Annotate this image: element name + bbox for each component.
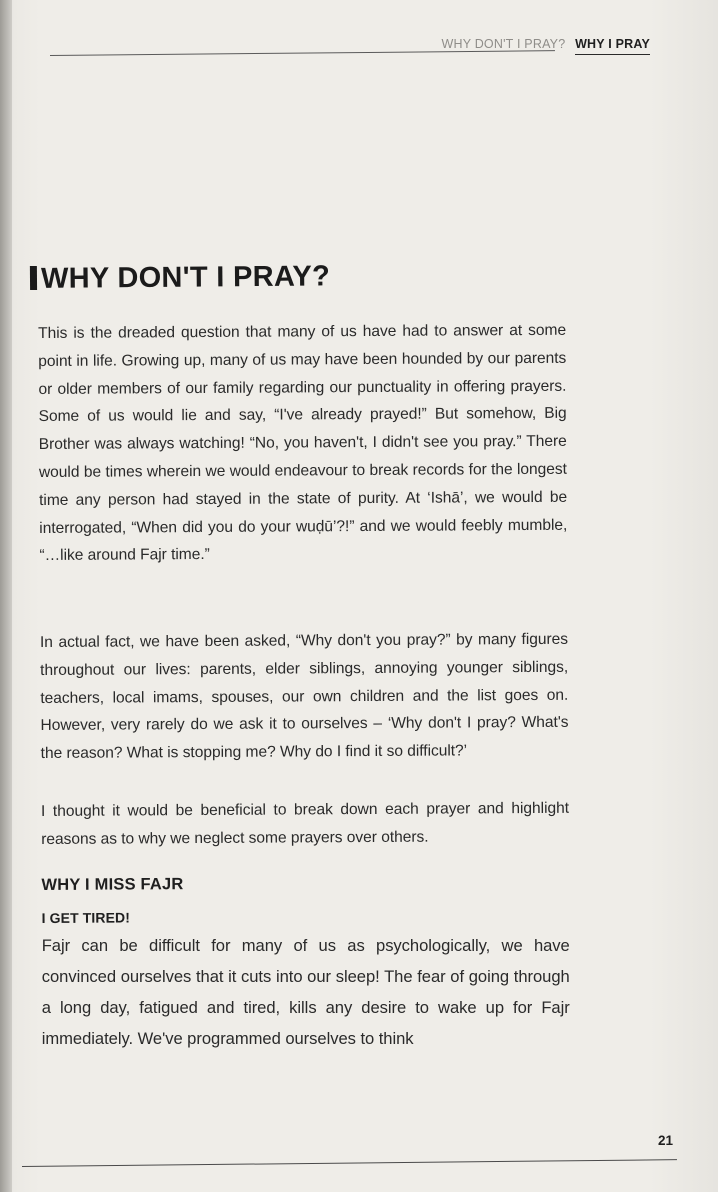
book-spine-shadow (0, 0, 12, 1192)
paragraph-intro: This is the dreaded question that many of us have had to answer at some point in life. Growing up, many of us may have been hounded by our parents or older members of our family regarding our punctuality in offering prayers. Some of us would lie and say, “I've already prayed!” But somehow, Big Brother was always watching! “No, you haven't, I didn't see you pray.” There would be times wherein we would endeavour to break records for the longest time any person had stayed in the state of purity. At ‘Ishā’, we would be interrogated, “When did you do your wuḍū’?!” and we would feebly mumble, “…like around Fajr time.” (38, 321, 568, 565)
chapter-title (30, 260, 330, 296)
paragraph-breakdown: I thought it would be beneficial to break down each prayer and highlight reasons as to why we neglect some prayers over others. (40, 799, 570, 848)
footer-rule (22, 1159, 677, 1167)
paragraph-question: In actual fact, we have been asked, “Why don't you pray?” by many figures throughout our lives: parents, elder siblings, annoying younger siblings, teachers, local imams, spouses, our own children and the list goes on. However, very rarely do we ask it to ourselves – ‘Why don't I pray? What's the reason? What is stopping me? Why do I find it so difficult?’ (39, 630, 569, 763)
paragraph-fajr: Fajr can be difficult for many of us as psychologically, we have convinced ourselves that it cuts into our sleep! The fear of going through a long day, fatigued and tired, kills any desire to wake up for Fajr immediately. We've programmed ourselves to think (41, 935, 570, 1048)
title-bar-mark (30, 266, 37, 290)
sub-heading: I GET TIRED! (41, 909, 131, 926)
page-number: 21 (657, 1133, 673, 1148)
chapter-title-text: WHY DON'T I PRAY? (40, 260, 331, 295)
running-head (442, 37, 651, 55)
running-head-book-title: WHY DON'T I PRAY? (441, 37, 566, 51)
running-head-chapter-title: WHY I PRAY (575, 37, 650, 55)
body-text (38, 317, 570, 1054)
section-heading: WHY I MISS FAJR (41, 874, 184, 894)
